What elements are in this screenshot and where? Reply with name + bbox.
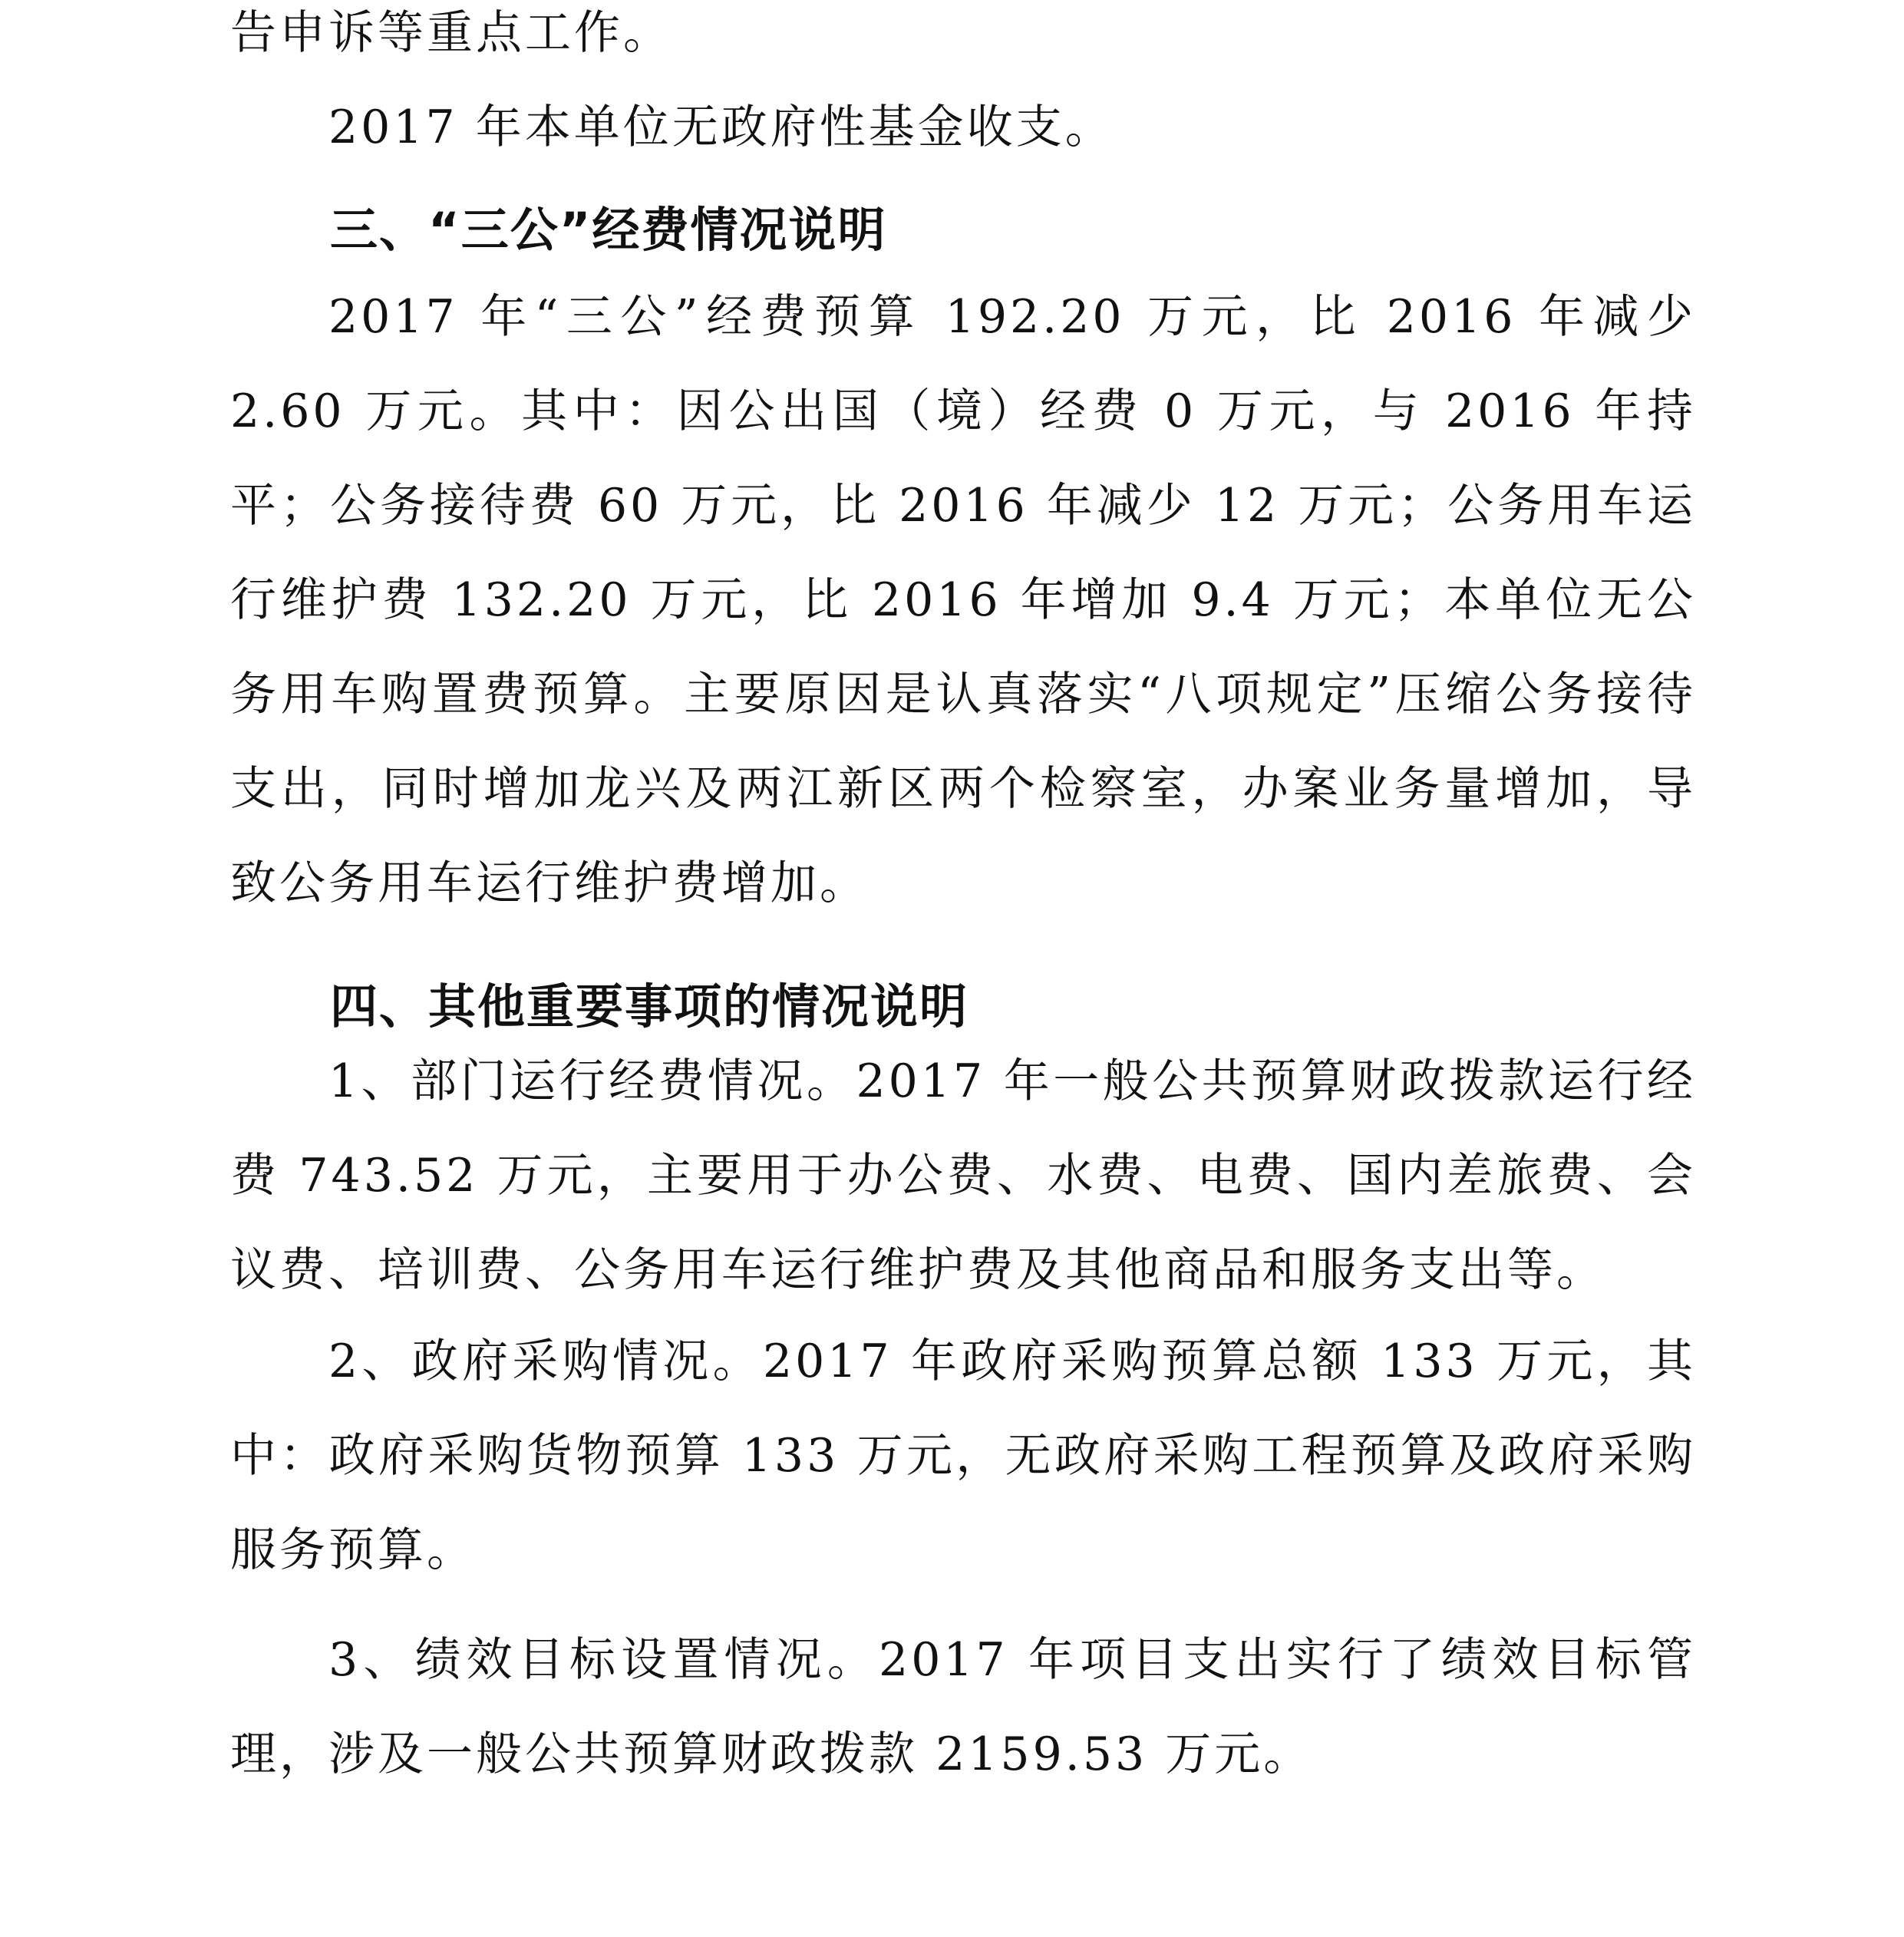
paragraph-fund-note — [230, 81, 1696, 175]
paragraph-performance-goals — [230, 1613, 1696, 1802]
paragraph-text: 3、绩效目标设置情况。2017 年项目支出实行了绩效目标管理，涉及一般公共预算财政拨款 2159.53 万元。 — [230, 1633, 1696, 1781]
paragraph-text: 2017 年“三公”经费预算 192.20 万元，比 2016 年减少 2.60 万元。其中：因公出国（境）经费 0 万元，与 2016 年持平；公务接待费 60 万元，比 2016 年减少 12 万元；公务用车运行维护费 132.20 万元，比 2016 年增加 9.4 万元；本单位无公务用车购置费预算。主要原因是认真落实“八项规定”压缩公务接待支出，同时增加龙兴及两江新区两个检察室，办案业务量增加，导致公务用车运行维护费增加。 — [230, 290, 1696, 910]
paragraph-text: 2017 年本单位无政府性基金收支。 — [328, 101, 1114, 154]
paragraph-three-public-expenses — [230, 270, 1696, 931]
section-heading-three: 三、“三公”经费情况说明 — [330, 202, 887, 258]
paragraph-text: 告申诉等重点工作。 — [230, 6, 672, 60]
paragraph-operating-expenses — [230, 1034, 1696, 1318]
paragraph-text: 2、政府采购情况。2017 年政府采购预算总额 133 万元，其中：政府采购货物预算 133 万元，无政府采购工程预算及政府采购服务预算。 — [230, 1335, 1696, 1577]
paragraph-procurement — [230, 1315, 1696, 1598]
paragraph-text: 1、部门运行经费情况。2017 年一般公共预算财政拨款运行经费 743.52 万元，主要用于办公费、水费、电费、国内差旅费、会议费、培训费、公务用车运行维护费及其他商品和服务支出等。 — [230, 1054, 1696, 1297]
paragraph-continuation — [230, 0, 1696, 81]
section-heading-four: 四、其他重要事项的情况说明 — [330, 978, 969, 1034]
